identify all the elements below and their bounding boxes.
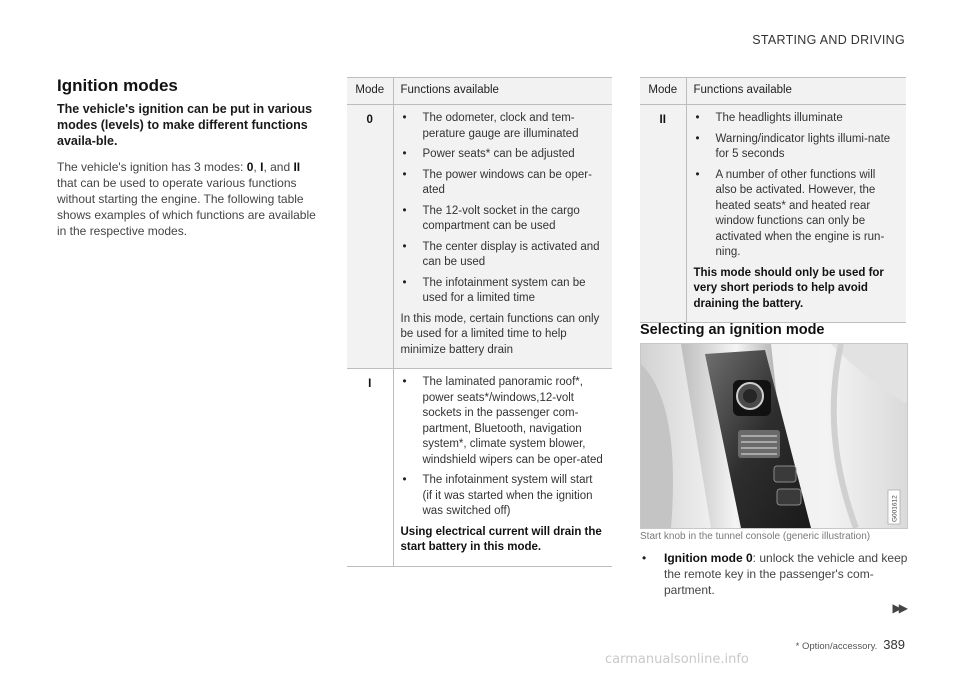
step-text: : unlock the vehicle and keep the remote key in the passenger's com-partment. xyxy=(664,551,908,597)
function-item: • The infotainment system will start (if it was started when the ignition was switched off) xyxy=(401,473,606,520)
intro-body-suffix: that can be used to operate various functions without starting the engine. The following table shows examples of which functions are available in the respective modes. xyxy=(57,176,316,238)
image-code-label xyxy=(888,490,900,524)
start-knob-illustration xyxy=(640,343,908,529)
watermark: carmanualsonline.info xyxy=(605,652,749,667)
functions-cell xyxy=(686,105,906,323)
mode-note: In this mode, certain functions can only be used for a limited time to help minimize battery drain xyxy=(400,312,600,356)
mode-1-ref: I xyxy=(260,160,264,174)
function-item: • The odometer, clock and tem-perature gauge are illuminated xyxy=(401,111,606,142)
table2-functions-header: Functions available xyxy=(686,78,906,105)
table-row-mode-1 xyxy=(347,369,612,567)
intro-column xyxy=(57,76,322,239)
tunnel-console-illustration xyxy=(641,344,907,528)
modes-table-2 xyxy=(640,77,906,323)
intro-body xyxy=(57,159,322,239)
mode-cell: II xyxy=(640,105,686,323)
mode-cell: I xyxy=(347,369,393,567)
mode-cell: 0 xyxy=(347,105,393,369)
intro-sep1: , xyxy=(253,160,261,174)
image-caption: Start knob in the tunnel console (generic illustration) xyxy=(640,531,871,542)
function-item: • The 12-volt socket in the cargo compartment can be used xyxy=(401,204,606,235)
modes-table-1 xyxy=(347,77,612,567)
table-row-mode-0 xyxy=(347,105,612,369)
page-footer xyxy=(796,637,905,652)
svg-text:G001612: G001612 xyxy=(891,495,899,522)
ignition-step xyxy=(640,550,910,598)
function-item: • The headlights illuminate xyxy=(694,111,900,127)
page-heading: Ignition modes xyxy=(57,76,178,95)
function-item: • The center display is activated and can be used xyxy=(401,240,606,271)
functions-cell xyxy=(393,369,612,567)
mode-2-ref: II xyxy=(293,160,301,174)
intro-sep2: , and xyxy=(263,160,294,174)
intro-lead: The vehicle's ignition can be put in various modes (levels) to make different functions availa-ble. xyxy=(57,102,313,148)
step-label: Ignition mode 0 xyxy=(664,551,753,565)
function-item: • The power windows can be oper-ated xyxy=(401,168,606,199)
continued-arrows-icon: ▶▶ xyxy=(892,601,905,615)
table1-mode-header: Mode xyxy=(347,78,393,105)
intro-body-prefix: The vehicle's ignition has 3 modes: xyxy=(57,160,247,174)
page-number: 389 xyxy=(883,637,905,652)
function-item: • Warning/indicator lights illumi-nate for 5 seconds xyxy=(694,132,900,163)
mode-0-ref: 0 xyxy=(246,160,254,174)
footnote: * Option/accessory. xyxy=(795,641,878,652)
section-header: STARTING AND DRIVING xyxy=(752,33,905,47)
table1-functions-header: Functions available xyxy=(393,78,612,105)
function-item: • The laminated panoramic roof*, power seats*/windows,12-volt sockets in the passenger com-partment, Bluetooth, navigation system*, climate system blower, windshield wipers can be oper-ated xyxy=(401,375,606,468)
function-item: • The infotainment system can be used for a limited time xyxy=(401,276,606,307)
table-row-mode-2 xyxy=(640,105,906,323)
bullet: • xyxy=(642,551,647,565)
mode-warning-note: This mode should only be used for very short periods to help avoid draining the battery. xyxy=(693,266,884,310)
mode-warning-note: Using electrical current will drain the start battery in this mode. xyxy=(400,525,602,553)
function-item: • Power seats* can be adjusted xyxy=(401,147,606,163)
section-heading-selecting: Selecting an ignition mode xyxy=(640,322,825,338)
table2-mode-header: Mode xyxy=(640,78,686,105)
function-item: • A number of other functions will also be activated. However, the heated seats* and heated rear window functions can only be activated when the engine is run-ning. xyxy=(694,168,900,261)
functions-cell xyxy=(393,105,612,369)
